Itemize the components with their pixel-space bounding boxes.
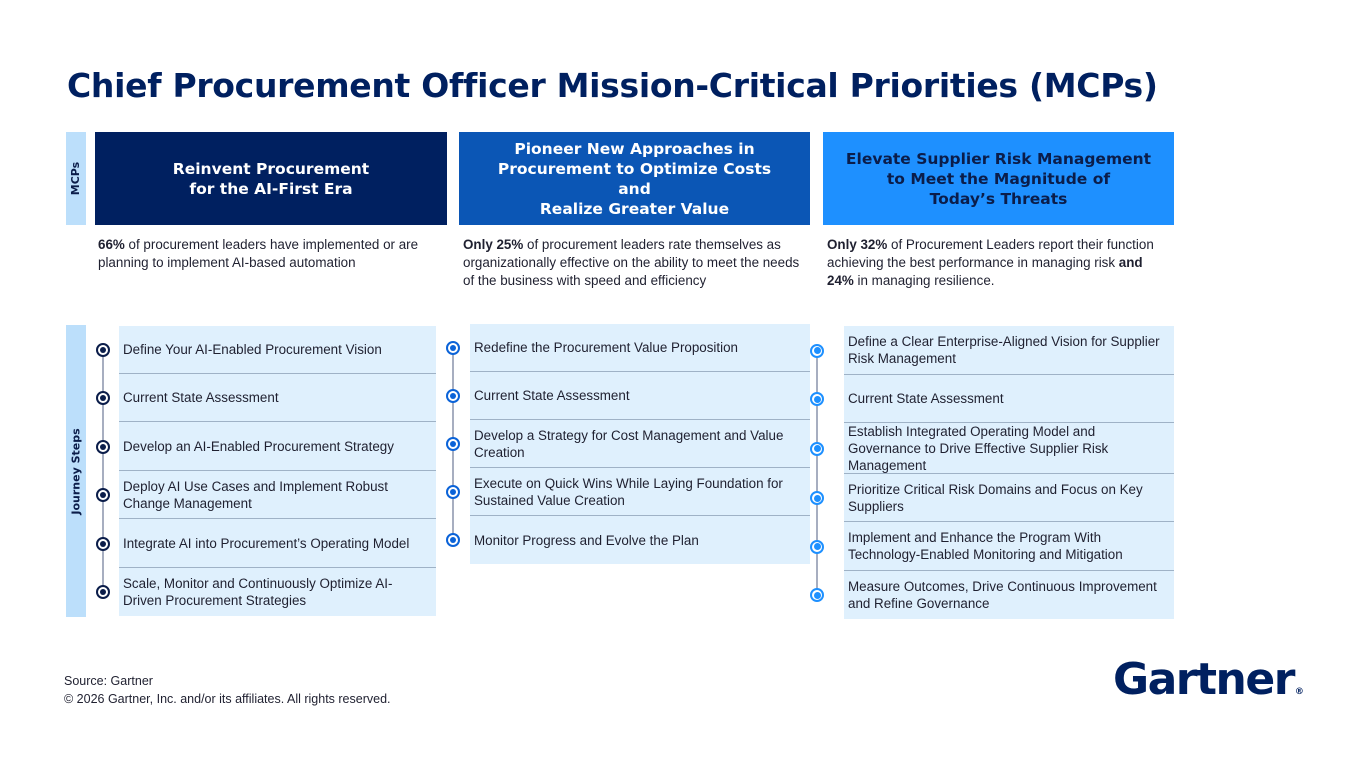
mcp-column-pioneer-new-approaches	[459, 132, 810, 548]
step-label: Develop a Strategy for Cost Management and Value Creation	[470, 420, 810, 468]
step-label: Define Your AI-Enabled Procurement Vision	[119, 326, 436, 374]
journey-step	[445, 372, 810, 420]
header-line: Realize Greater Value	[539, 199, 730, 218]
mcp-header	[823, 132, 1174, 225]
journey-steps	[809, 326, 1174, 619]
step-marker-icon	[96, 585, 110, 599]
step-marker-icon	[446, 437, 460, 451]
page-title: Chief Procurement Officer Mission-Critical Priorities (MCPs)	[67, 66, 1158, 105]
journey-step	[809, 522, 1174, 571]
copyright-note: © 2026 Gartner, Inc. and/or its affiliates. All rights reserved.	[64, 692, 391, 706]
step-label: Establish Integrated Operating Model and Governance to Drive Effective Supplier Risk Management	[844, 423, 1174, 474]
journey-steps	[95, 326, 447, 616]
mcp-header	[95, 132, 447, 225]
stat-text: of Procurement Leaders report their function achieving the best performance in managing risk	[827, 237, 1154, 270]
mcp-statistic	[827, 236, 1174, 290]
registered-mark-icon: ®	[1294, 687, 1304, 697]
stat-highlight: Only 32%	[827, 237, 888, 252]
logo-text: Gartner	[1113, 654, 1294, 705]
step-label: Current State Assessment	[470, 372, 810, 420]
journey-steps-label-text: Journey Steps	[69, 427, 83, 515]
step-marker-icon	[96, 488, 110, 502]
journey-step	[445, 516, 810, 564]
stat-text: of procurement leaders rate themselves as organizationally effective on the ability to meet the needs of the business with speed and efficiency	[463, 237, 800, 288]
journey-step	[809, 375, 1174, 423]
journey-step	[445, 420, 810, 468]
header-line: Reinvent Procurement	[172, 159, 370, 178]
step-marker-icon	[446, 533, 460, 547]
stat-text: of procurement leaders have implemented or are planning to implement AI-based automation	[98, 237, 419, 270]
mcps-row-label	[66, 132, 86, 225]
step-label: Redefine the Procurement Value Proposition	[470, 324, 810, 372]
stat-highlight: Only 25%	[463, 237, 524, 252]
journey-steps	[445, 324, 810, 564]
step-label: Current State Assessment	[844, 375, 1174, 423]
step-marker-icon	[810, 442, 824, 456]
journey-step	[809, 326, 1174, 375]
journey-step	[95, 374, 447, 422]
step-marker-icon	[96, 440, 110, 454]
step-marker-icon	[96, 537, 110, 551]
header-line: Pioneer New Approaches in	[514, 139, 755, 158]
journey-step	[445, 468, 810, 516]
header-line: for the AI-First Era	[189, 179, 353, 198]
mcps-label-text: MCPs	[69, 161, 83, 196]
journey-step	[95, 471, 447, 519]
journey-step	[809, 571, 1174, 619]
journey-step	[95, 422, 447, 471]
step-label: Prioritize Critical Risk Domains and Focus on Key Suppliers	[844, 474, 1174, 522]
step-label: Monitor Progress and Evolve the Plan	[470, 516, 810, 564]
mcp-header	[459, 132, 810, 225]
mcp-statistic	[98, 236, 447, 272]
step-marker-icon	[96, 343, 110, 357]
header-line: Today’s Threats	[929, 189, 1068, 208]
stat-text: in managing resilience.	[853, 273, 995, 288]
source-note: Source: Gartner	[64, 674, 153, 688]
header-line: Procurement to Optimize Costs and	[497, 159, 772, 198]
step-marker-icon	[446, 341, 460, 355]
mcp-statistic	[463, 236, 810, 290]
step-label: Implement and Enhance the Program With Technology-Enabled Monitoring and Mitigation	[844, 522, 1174, 571]
stat-highlight: and 24%	[827, 255, 1143, 288]
journey-step	[445, 324, 810, 372]
header-line: Elevate Supplier Risk Management	[845, 149, 1152, 168]
step-marker-icon	[810, 491, 824, 505]
header-line: to Meet the Magnitude of	[886, 169, 1111, 188]
step-label: Measure Outcomes, Drive Continuous Improvement and Refine Governance	[844, 571, 1174, 619]
journey-step	[809, 423, 1174, 474]
stat-highlight: 66%	[98, 237, 125, 252]
step-marker-icon	[810, 588, 824, 602]
gartner-logo	[1113, 654, 1304, 705]
mcp-column-reinvent-procurement	[95, 132, 447, 608]
journey-step	[809, 474, 1174, 522]
step-marker-icon	[810, 344, 824, 358]
footer	[64, 672, 391, 708]
journey-step	[95, 519, 447, 568]
step-label: Execute on Quick Wins While Laying Foundation for Sustained Value Creation	[470, 468, 810, 516]
journey-step	[95, 326, 447, 374]
step-marker-icon	[446, 485, 460, 499]
step-label: Current State Assessment	[119, 374, 436, 422]
step-label: Deploy AI Use Cases and Implement Robust Change Management	[119, 471, 436, 519]
step-label: Integrate AI into Procurement’s Operating Model	[119, 519, 436, 568]
journey-steps-row-label	[66, 325, 86, 617]
journey-step	[95, 568, 447, 616]
step-label: Develop an AI-Enabled Procurement Strategy	[119, 422, 436, 471]
mcp-column-elevate-supplier-risk	[823, 132, 1174, 611]
step-marker-icon	[810, 392, 824, 406]
step-label: Scale, Monitor and Continuously Optimize AI-Driven Procurement Strategies	[119, 568, 436, 616]
step-marker-icon	[96, 391, 110, 405]
step-label: Define a Clear Enterprise-Aligned Vision for Supplier Risk Management	[844, 326, 1174, 375]
step-marker-icon	[810, 540, 824, 554]
step-marker-icon	[446, 389, 460, 403]
